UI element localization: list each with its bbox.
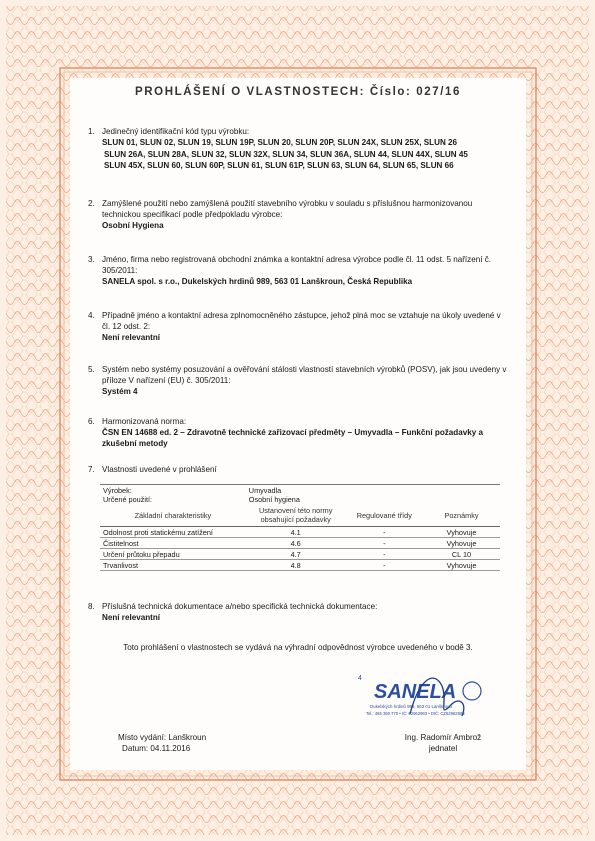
item-value: Není relevantní [102, 613, 161, 623]
table-row [100, 538, 500, 549]
item-2 [88, 198, 508, 231]
item-number: 1. [88, 127, 95, 136]
table-cell: Vyhovuje [423, 527, 500, 538]
item-label: Jedinečný identifikační kód typu výrobku: [102, 127, 250, 136]
item-value: ČSN EN 14688 ed. 2 – Zdravotně technické zařizovací předměty – Umyvadla – Funkční požadavky a zkušební metody [102, 428, 484, 449]
table-cell: Určení průtoku přepadu [100, 549, 246, 560]
table-cell: 4.8 [246, 560, 346, 571]
item-label: Vlastnosti uvedené v prohlášení [102, 465, 217, 474]
column-header: Základní charakteristiky [100, 504, 246, 527]
table-cell: - [346, 538, 423, 549]
company-stamp [350, 666, 500, 728]
table-row [100, 486, 500, 495]
stamp-emblem-icon [463, 682, 481, 700]
item-6 [88, 416, 508, 449]
table-cell: 4.6 [246, 538, 346, 549]
issue-date: Datum: 04.11.2016 [122, 744, 191, 753]
item-label: Jméno, firma nebo registrovaná obchodní známka a kontaktní adresa výrobce podle čl. 11 odst. 5 nařízení č. 305/2011: [102, 255, 492, 276]
table-cell: Odolnost proti statickému zatížení [100, 527, 246, 538]
table-cell: Vyhovuje [423, 538, 500, 549]
use-label: Určené použití: [103, 495, 153, 504]
item-7 [88, 464, 508, 475]
item-number: 7. [88, 465, 95, 474]
item-number: 3. [88, 255, 95, 264]
table-row [100, 549, 500, 560]
table-cell: 4.7 [246, 549, 346, 560]
item-5 [88, 364, 508, 397]
column-header: Ustanovení této normy obsahující požadavky [246, 504, 346, 527]
item-number: 8. [88, 602, 95, 611]
item-value: Osobní Hygiena [102, 221, 164, 231]
document-title: PROHLÁŠENÍ O VLASTNOSTECH: Číslo: 027/16 [135, 86, 461, 98]
product-codes-line: SLUN 26A, SLUN 28A, SLUN 32, SLUN 32X, SLUN 34, SLUN 36A, SLUN 44, SLUN 44X, SLUN 45 [104, 149, 468, 159]
use-value: Osobní hygiena [248, 495, 300, 504]
item-number: 5. [88, 365, 95, 374]
stamp-address: Dukelských hrdinů 989, 563 01 Lanškroun [370, 704, 453, 709]
properties-table [100, 486, 500, 571]
item-1 [88, 126, 508, 171]
table-cell: - [346, 560, 423, 571]
product-label: Výrobek: [103, 486, 132, 495]
table-header-row [100, 504, 500, 527]
item-label: Zamýšlené použití nebo zamýšlená použití stavebního výrobku v souladu s příslušnou harmonizovanou technickou specifikací podle předpokladu výrobce: [102, 199, 473, 220]
issue-place: Místo vydání: Lanškroun [118, 733, 207, 742]
table-row [100, 527, 500, 538]
item-8 [88, 601, 508, 623]
issue-place-block [118, 732, 206, 754]
stamp-number: 4 [358, 675, 362, 682]
item-3 [88, 254, 508, 287]
table-cell: CL 10 [423, 549, 500, 560]
table-cell: Trvanlivost [100, 560, 246, 571]
closing-statement: Toto prohlášení o vlastnostech se vydává na výhradní odpovědnost výrobce uvedeného v bodě 3. [123, 643, 473, 652]
item-value: SANELA spol. s r.o., Dukelských hrdinů 989, 563 01 Lanškroun, Česká Republika [102, 277, 413, 287]
product-codes-line: SLUN 01, SLUN 02, SLUN 19, SLUN 19P, SLUN 20, SLUN 20P, SLUN 24X, SLUN 25X, SLUN 26 [102, 138, 458, 148]
table-cell: 4.1 [246, 527, 346, 538]
table-cell: Vyhovuje [423, 560, 500, 571]
product-codes-line: SLUN 45X, SLUN 60, SLUN 60P, SLUN 61, SLUN 61P, SLUN 63, SLUN 64, SLUN 65, SLUN 66 [104, 160, 454, 170]
stamp-contact: Tel.: 465 350 770 • IČ: 62962993 • DIČ: CZ62962993 [366, 711, 465, 716]
product-codes [102, 137, 508, 171]
table-cell: - [346, 549, 423, 560]
table-top-rule [100, 484, 500, 485]
item-label: Systém nebo systémy posuzování a ověřování stálosti vlastností stavebních výrobků (POSV), jak jsou uvedeny v příloze V nařízení (EU) č. 305/2011: [102, 365, 507, 386]
item-value: Systém 4 [102, 387, 138, 397]
column-header: Poznámky [423, 504, 500, 527]
stamp-logo: SANELA [374, 681, 457, 703]
table-cell: Čistitelnost [100, 538, 246, 549]
item-value: Není relevantní [102, 333, 161, 343]
item-number: 2. [88, 199, 95, 208]
table-row [100, 495, 500, 504]
signer-role: jednatel [428, 744, 458, 753]
table-row [100, 560, 500, 571]
item-number: 6. [88, 417, 95, 426]
signer-name: Ing. Radomír Ambrož [404, 733, 482, 742]
item-label: Případně jméno a kontaktní adresa zplnomocněného zástupce, jehož plná moc se vztahuje na úkoly uvedené v čl. 12 odst. 2: [102, 311, 501, 332]
item-number: 4. [88, 311, 95, 320]
column-header: Regulované třídy [346, 504, 423, 527]
item-label: Harmonizovaná norma: [102, 417, 187, 426]
table-cell: - [346, 527, 423, 538]
item-label: Příslušná technická dokumentace a/nebo specifická technická dokumentace: [102, 602, 378, 611]
product-value: Umyvadla [248, 486, 282, 495]
signer-block [378, 732, 508, 754]
item-4 [88, 310, 508, 343]
